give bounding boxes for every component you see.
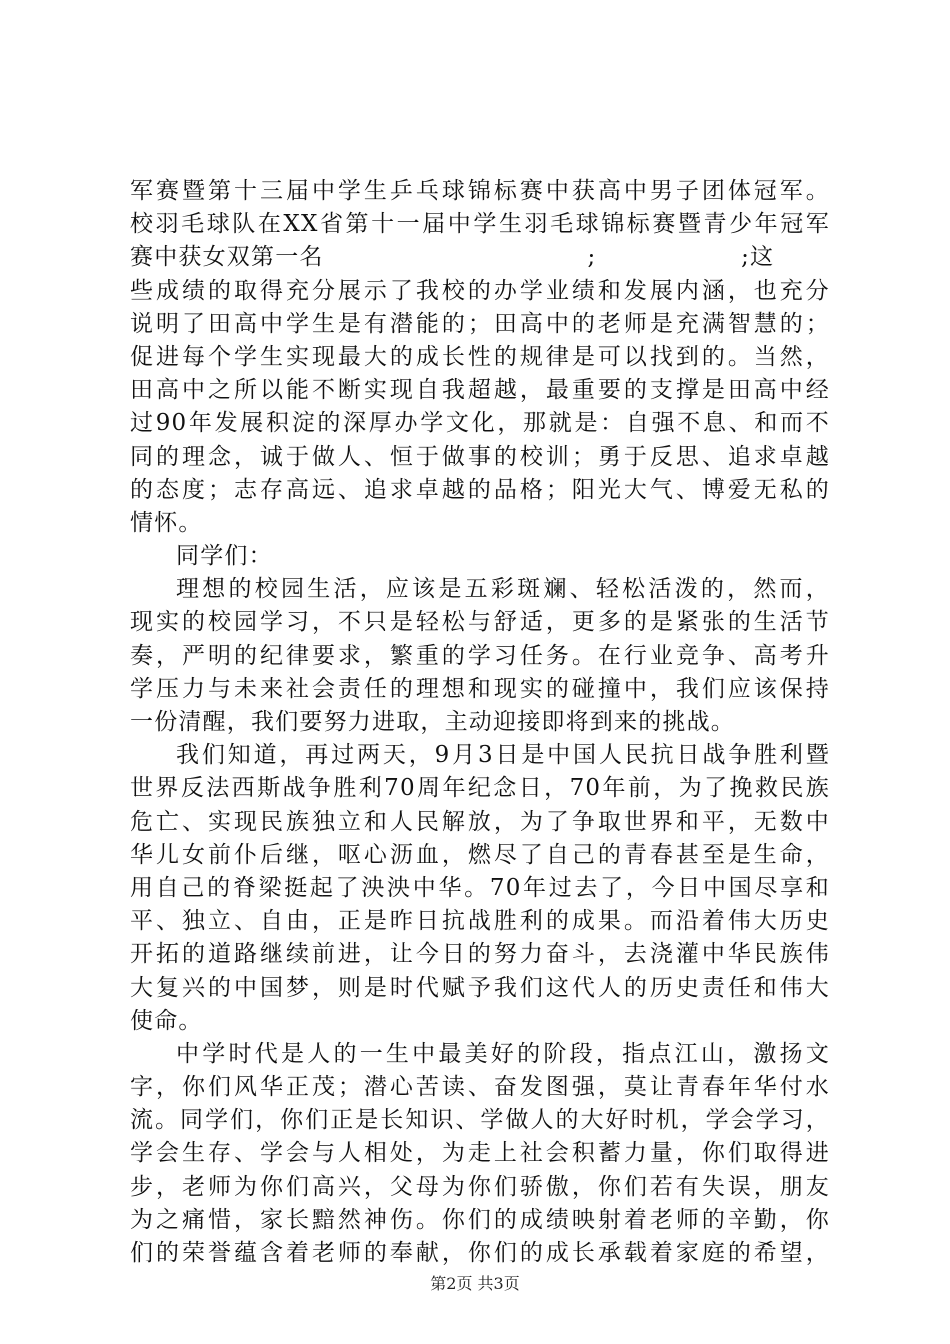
text-line: 校羽毛球队在XX省第十一届中学生羽毛球锦标赛暨青少年冠军 [130,211,830,238]
text-line: 一份清醒，我们要努力进取，主动迎接即将到来的挑战。 [130,709,735,735]
text-line: 开拓的道路继续前进，让今日的努力奋斗，去浇灌中华民族伟 [130,941,830,968]
text-line: 们的荣誉蕴含着老师的奉献，你们的成长承载着家庭的希望， [130,1240,830,1266]
text-line: 中学时代是人的一生中最美好的阶段，指点江山，激扬文 [176,1040,830,1067]
text-line: 同学们： [176,543,273,570]
text-line: 用自己的脊梁挺起了泱泱中华。70年过去了，今日中国尽享和 [130,874,830,901]
text-line: 军赛暨第十三届中学生乒乓球锦标赛中获高中男子团体冠军。 [130,178,830,204]
text-line: 赛中获女双第一名 ; ;这 [130,244,775,271]
text-line: 奏，严明的纪律要求，繁重的学习任务。在行业竞争、高考升 [130,642,830,669]
text-line: 我们知道，再过两天，9月3日是中国人民抗日战争胜利暨 [176,742,830,769]
text-line: 促进每个学生实现最大的成长性的规律是可以找到的。当然， [130,343,830,370]
text-line: 平、独立、自由，正是昨日抗战胜利的成果。而沿着伟大历史 [130,908,830,935]
text-line: 现实的校园学习，不只是轻松与舒适，更多的是紧张的生活节 [130,609,830,636]
text-line: 田高中之所以能不断实现自我超越，最重要的支撑是田高中经 [130,377,830,404]
text-line: 为之痛惜，家长黯然神伤。你们的成绩映射着老师的辛勤，你 [130,1206,830,1233]
text-line: 使命。 [130,1007,203,1034]
text-line: 大复兴的中国梦，则是时代赋予我们这代人的历史责任和伟大 [130,974,830,1001]
body-text [130,175,830,1270]
text-line: 情怀。 [130,509,203,536]
text-line: 学会生存、学会与人相处，为走上社会积蓄力量，你们取得进 [130,1140,830,1167]
text-line: 的态度；志存高远、追求卓越的品格；阳光大气、博爱无私的 [130,476,830,503]
text-line: 华儿女前仆后继，呕心沥血，燃尽了自己的青春甚至是生命， [130,841,830,868]
text-line: 步，老师为你们高兴，父母为你们骄傲，你们若有失误，朋友 [130,1173,830,1200]
text-line: 字，你们风华正茂；潜心苦读、奋发图强，莫让青春年华付水 [130,1074,830,1101]
text-line: 过90年发展积淀的深厚办学文化，那就是：自强不息、和而不 [130,410,830,437]
text-line: 同的理念，诚于做人、恒于做事的校训；勇于反思、追求卓越 [130,443,830,470]
text-line: 世界反法西斯战争胜利70周年纪念日，70年前，为了挽救民族 [130,775,830,802]
text-line: 危亡、实现民族独立和人民解放，为了争取世界和平，无数中 [130,808,830,835]
text-line: 理想的校园生活，应该是五彩斑斓、轻松活泼的，然而， [176,576,830,603]
page-footer: 第2页 共3页 [430,1274,520,1293]
text-line: 流。同学们，你们正是长知识、学做人的大好时机，学会学习， [130,1107,830,1134]
text-line: 说明了田高中学生是有潜能的；田高中的老师是充满智慧的； [130,310,830,337]
text-line: 些成绩的取得充分展示了我校的办学业绩和发展内涵，也充分 [130,277,830,304]
text-line: 学压力与未来社会责任的理想和现实的碰撞中，我们应该保持 [130,675,830,702]
